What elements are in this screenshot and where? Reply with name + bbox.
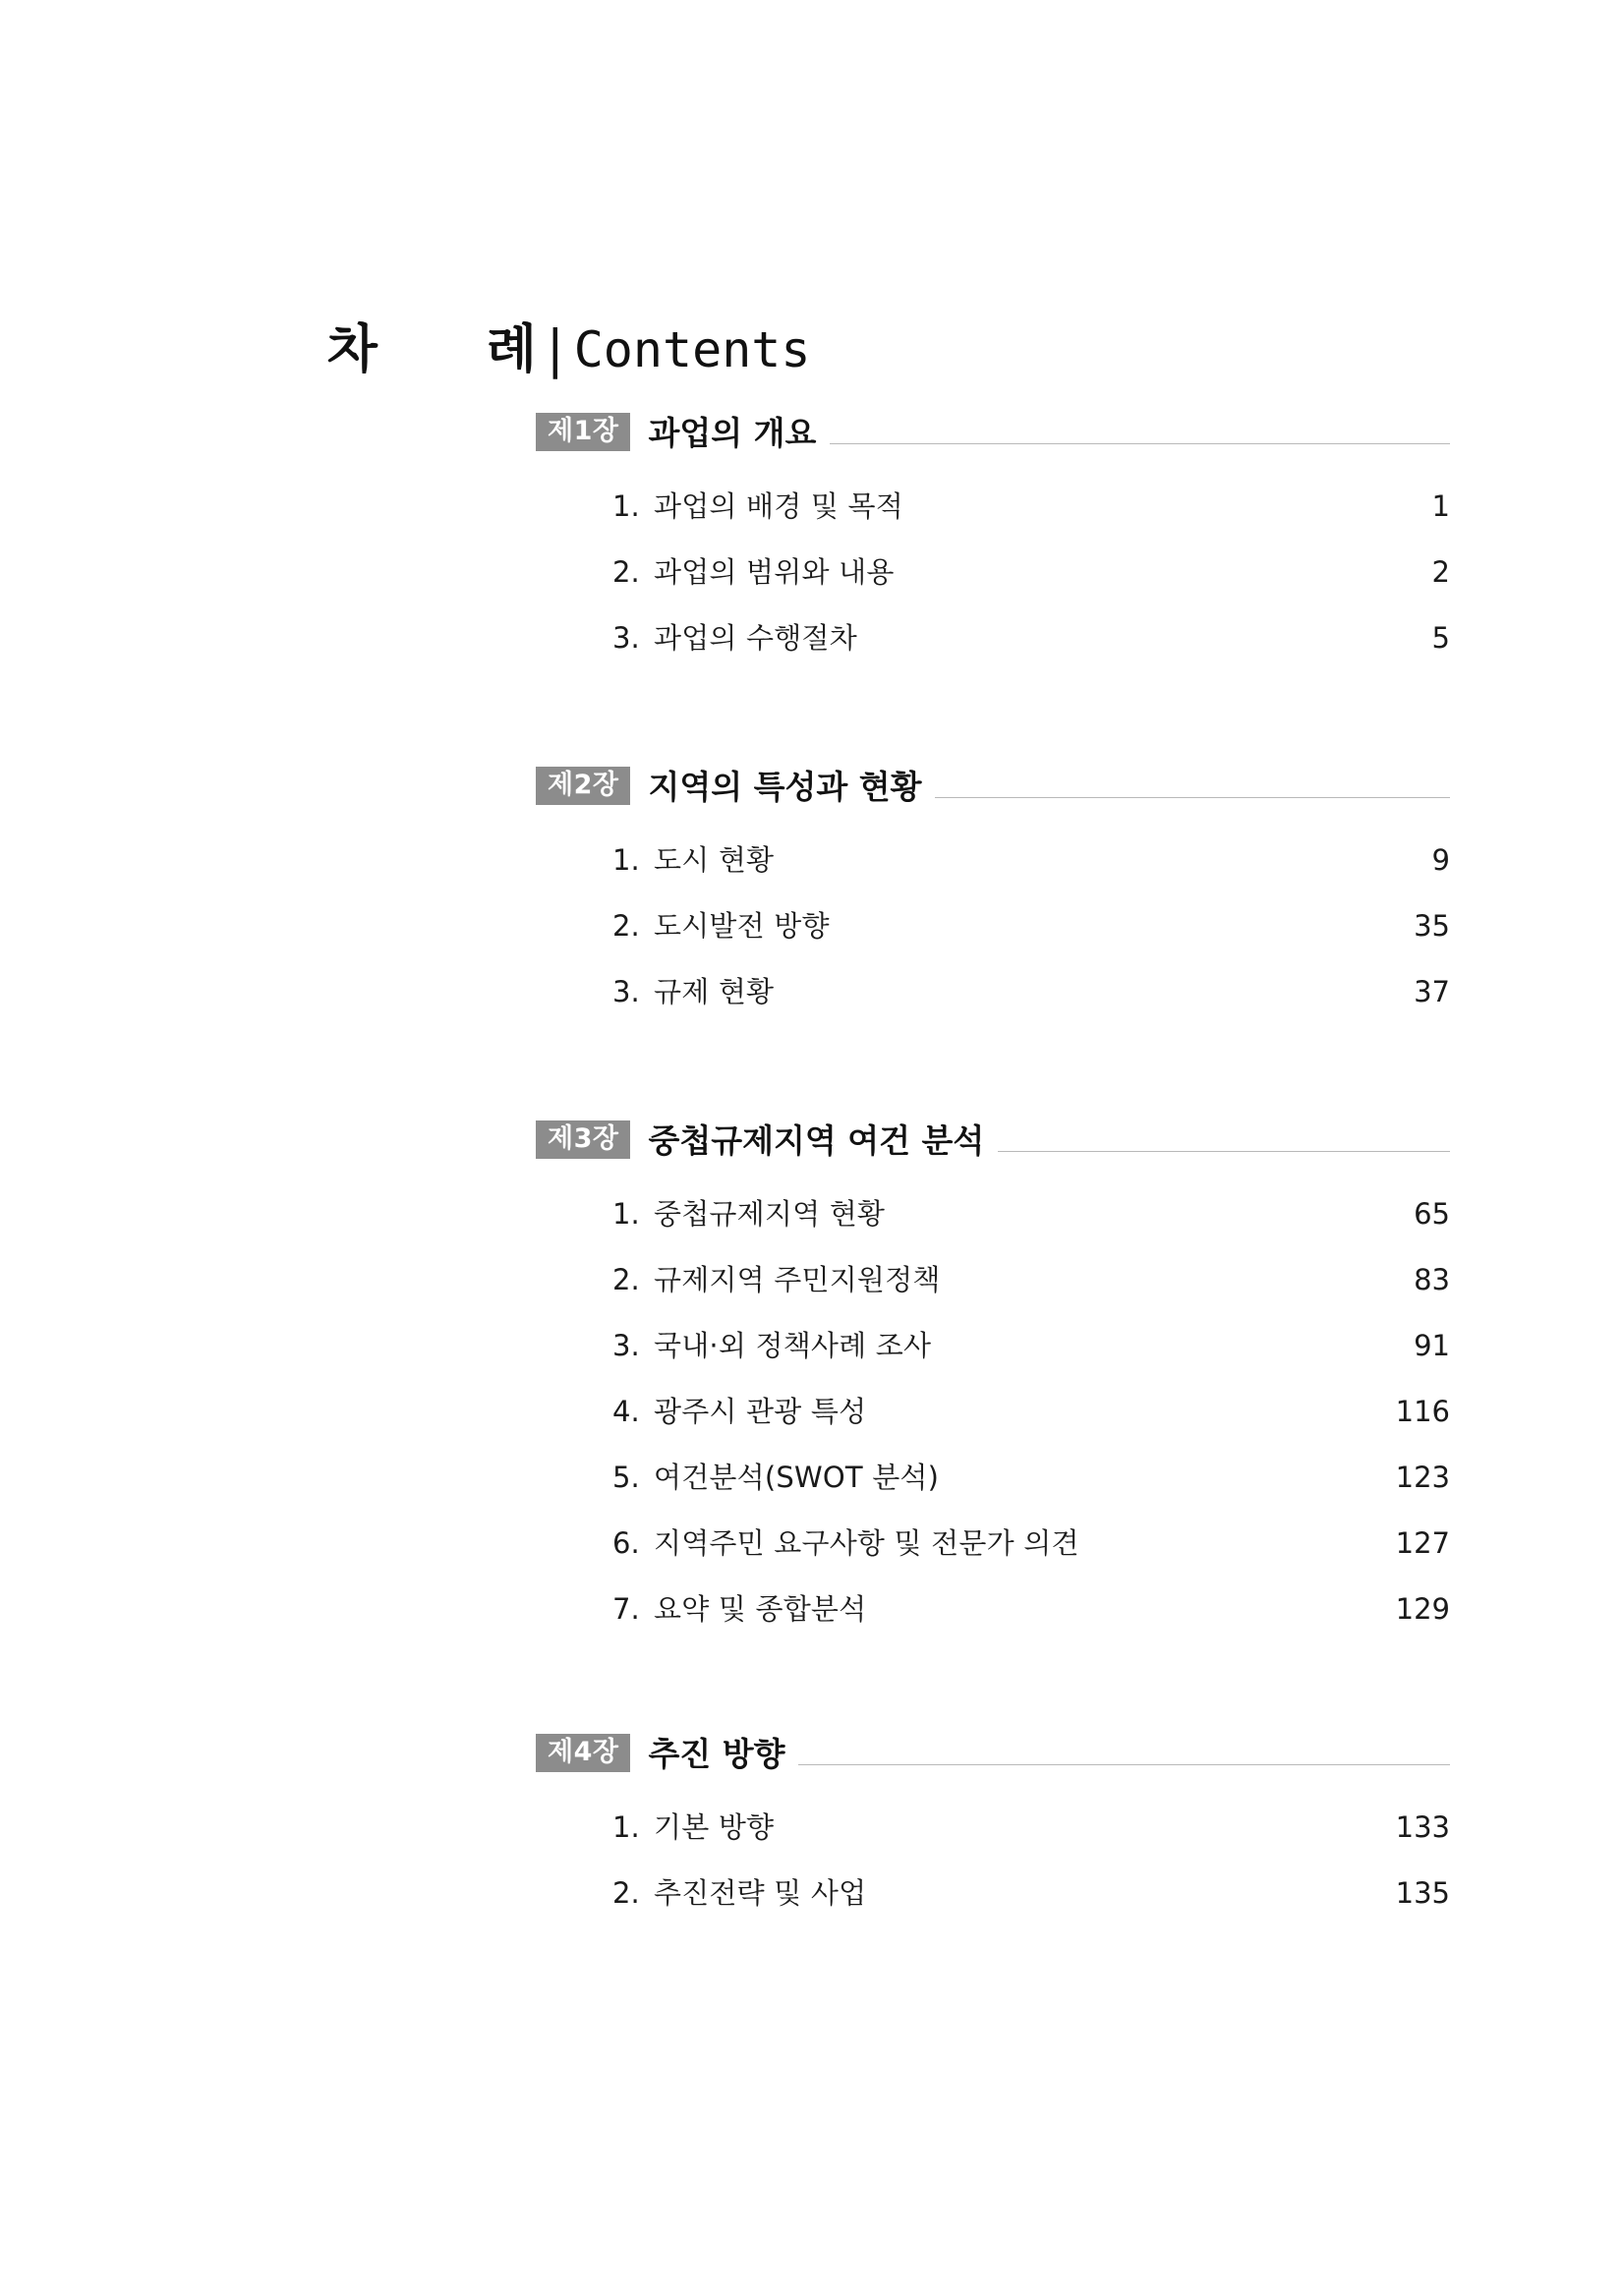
entry-number: 3.: [612, 975, 640, 1008]
page-title-separator: |: [546, 319, 564, 379]
chapter-4-heading: [536, 1734, 1450, 1780]
toc-entry[interactable]: [612, 970, 1450, 1010]
chapter-3-title: 중첩규제지역 여건 분석: [648, 1121, 985, 1160]
entry-number: 1.: [612, 1810, 640, 1844]
chapter-1-entries: [536, 485, 1450, 657]
entry-number: 6.: [612, 1526, 640, 1560]
entry-number: 3.: [612, 621, 640, 655]
toc-entry[interactable]: [612, 1258, 1450, 1298]
page-title-english: Contents: [573, 321, 811, 378]
entry-label: 과업의 수행절차: [654, 621, 857, 655]
chapter-1-tag: 제1장: [536, 413, 630, 451]
toc-entry[interactable]: [612, 1324, 1450, 1364]
entry-number: 1.: [612, 1197, 640, 1231]
entry-page: 127: [1395, 1526, 1450, 1560]
chapter-2-heading: [536, 767, 1450, 813]
entry-page: 133: [1395, 1810, 1450, 1844]
entry-page: 37: [1414, 975, 1450, 1008]
chapter-1-heading: [536, 413, 1450, 459]
chapter-2-entries: [536, 838, 1450, 1010]
entry-label: 국내·외 정책사례 조사: [654, 1329, 932, 1362]
entry-label: 지역주민 요구사항 및 전문가 의견: [654, 1526, 1079, 1560]
entry-label: 과업의 범위와 내용: [654, 555, 895, 589]
entry-page: 35: [1414, 909, 1450, 943]
toc-entry[interactable]: [612, 550, 1450, 591]
toc-entry[interactable]: [612, 904, 1450, 945]
entry-page: 116: [1395, 1395, 1450, 1428]
toc-entry[interactable]: [612, 616, 1450, 657]
entry-label: 규제지역 주민지원정책: [654, 1263, 941, 1296]
entry-label: 도시발전 방향: [654, 909, 830, 943]
entry-label: 광주시 관광 특성: [654, 1395, 867, 1428]
entry-page: 129: [1395, 1592, 1450, 1626]
toc-entry[interactable]: [612, 1192, 1450, 1233]
toc-entry[interactable]: [612, 1871, 1450, 1912]
entry-number: 5.: [612, 1461, 640, 1494]
entry-page: 65: [1414, 1197, 1450, 1231]
entry-label: 과업의 배경 및 목적: [654, 489, 903, 523]
entry-number: 7.: [612, 1592, 640, 1626]
entry-label: 규제 현황: [654, 975, 775, 1008]
entry-label: 여건분석(SWOT 분석): [654, 1461, 940, 1494]
chapter-1-title: 과업의 개요: [648, 414, 817, 452]
entry-number: 1.: [612, 843, 640, 877]
entry-label: 도시 현황: [654, 843, 775, 877]
entry-number: 4.: [612, 1395, 640, 1428]
chapter-3-entries: [536, 1192, 1450, 1628]
entry-label: 중첩규제지역 현황: [654, 1197, 886, 1231]
chapter-1-divider: [830, 443, 1450, 444]
chapter-4-tag: 제4장: [536, 1734, 630, 1772]
entry-page: 91: [1414, 1329, 1450, 1362]
toc-entry[interactable]: [612, 1390, 1450, 1430]
chapter-4-divider: [798, 1764, 1450, 1765]
entry-page: 123: [1395, 1461, 1450, 1494]
toc-entry[interactable]: [612, 1587, 1450, 1628]
entry-number: 2.: [612, 1263, 640, 1296]
entry-number: 2.: [612, 1876, 640, 1910]
entry-label: 추진전략 및 사업: [654, 1876, 867, 1910]
toc-entry[interactable]: [612, 838, 1450, 879]
toc-entry[interactable]: [612, 1521, 1450, 1562]
chapter-3-heading: [536, 1120, 1450, 1167]
page-title-korean: 차 례: [326, 319, 537, 379]
entry-label: 기본 방향: [654, 1810, 775, 1844]
chapter-2-title: 지역의 특성과 현황: [648, 768, 922, 806]
toc-entry[interactable]: [612, 1456, 1450, 1496]
entry-number: 3.: [612, 1329, 640, 1362]
entry-label: 요약 및 종합분석: [654, 1592, 867, 1626]
table-of-contents: [536, 413, 1450, 1937]
toc-chapter-4: [536, 1734, 1450, 1912]
entry-number: 1.: [612, 489, 640, 523]
toc-chapter-3: [536, 1120, 1450, 1628]
entry-number: 2.: [612, 555, 640, 589]
entry-page: 1: [1431, 489, 1450, 523]
toc-chapter-2: [536, 767, 1450, 1010]
entry-page: 2: [1431, 555, 1450, 589]
chapter-2-divider: [935, 797, 1450, 798]
entry-page: 9: [1431, 843, 1450, 877]
toc-entry[interactable]: [612, 1806, 1450, 1846]
entry-page: 83: [1414, 1263, 1450, 1296]
chapter-2-tag: 제2장: [536, 767, 630, 805]
chapter-3-divider: [998, 1151, 1450, 1152]
toc-entry[interactable]: [612, 485, 1450, 525]
chapter-3-tag: 제3장: [536, 1120, 630, 1159]
toc-chapter-1: [536, 413, 1450, 657]
chapter-4-title: 추진 방향: [648, 1735, 785, 1773]
chapter-4-entries: [536, 1806, 1450, 1912]
entry-number: 2.: [612, 909, 640, 943]
entry-page: 135: [1395, 1876, 1450, 1910]
entry-page: 5: [1431, 621, 1450, 655]
